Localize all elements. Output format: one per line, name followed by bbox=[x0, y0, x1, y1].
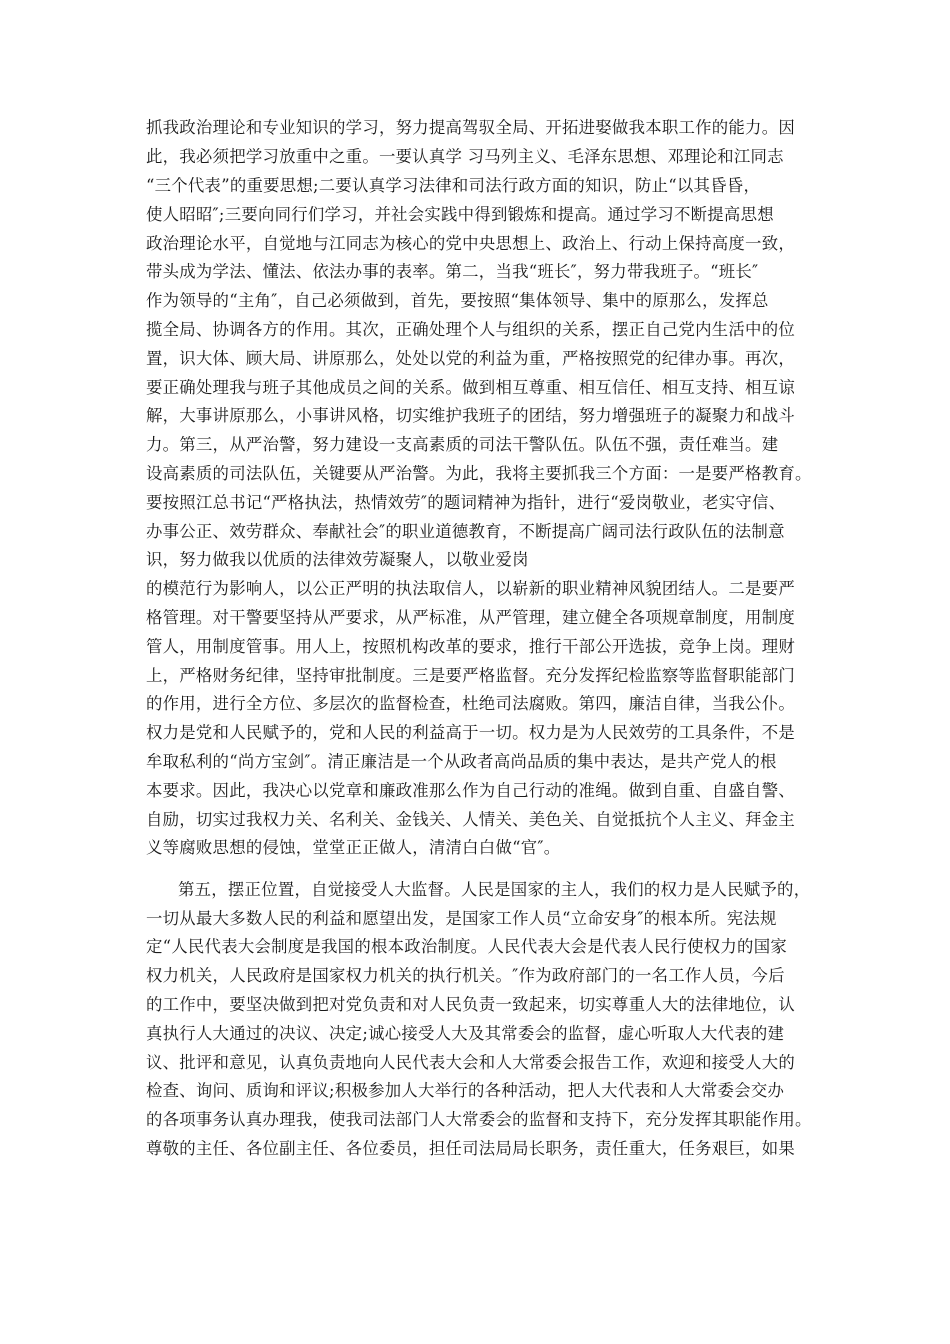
text-line: 要按照江总书记“严格执法，热情效劳″的题词精神为指针，进行“爱岗敬业，老实守信、 bbox=[146, 493, 786, 512]
text-line: 办事公正、效劳群众、奉献社会″的职业道德教育，不断提高广阔司法行政队伍的法制意 bbox=[146, 522, 785, 541]
text-line: 力。第三，从严治警，努力建设一支高素质的司法干警队伍。队伍不强，责任难当。建 bbox=[146, 435, 779, 454]
text-line: 真执行人大通过的决议、决定;诚心接受人大及其常委会的监督，虚心听取人大代表的建 bbox=[146, 1024, 785, 1043]
text-line: 格管理。对干警要坚持从严要求，从严标准，从严管理，建立健全各项规章制度，用制度 bbox=[146, 608, 795, 627]
text-line: 此，我必须把学习放重中之重。一要认真学 习马列主义、毛泽东思想、邓理论和江同志 bbox=[146, 147, 784, 166]
text-line: 本要求。因此，我决心以党章和廉政准那么作为自己行动的准绳。做到自重、自盛自警、 bbox=[146, 781, 795, 800]
text-line: 尊敬的主任、各位副主任、各位委员，担任司法局局长职务，责任重大，任务艰巨，如果 bbox=[146, 1139, 795, 1158]
text-line: 的模范行为影响人，以公正严明的执法取信人，以崭新的职业精神风貌团结人。二是要严 bbox=[146, 579, 795, 598]
text-line: 检查、询问、质询和评议;积极参加人大举行的各种活动，把人大代表和人大常委会交办 bbox=[146, 1081, 785, 1100]
text-line: 上，严格财务纪律，坚持审批制度。三是要严格监督。充分发挥纪检监察等监督职能部门 bbox=[146, 666, 795, 685]
text-line: “三个代表”的重要思想;二要认真学习法律和司法行政方面的知识，防止“以其昏昏， bbox=[146, 176, 761, 195]
text-line: 一切从最大多数人民的利益和愿望出发，是国家工作人员“立命安身″的根本所。宪法规 bbox=[146, 909, 777, 928]
text-line: 议、批评和意见，认真负责地向人民代表大会和人大常委会报告工作，欢迎和接受人大的 bbox=[146, 1053, 795, 1072]
text-line: 的作用，进行全方位、多层次的监督检查，杜绝司法腐败。第四，廉洁自律，当我公仆。 bbox=[146, 694, 795, 713]
text-line: 权力机关，人民政府是国家权力机关的执行机关。″作为政府部门的一名工作人员，今后 bbox=[146, 966, 785, 985]
text-line: 解，大事讲原那么，小事讲风格，切实维护我班子的团结，努力增强班子的凝聚力和战斗 bbox=[146, 406, 795, 425]
text-line: 的各项事务认真办理我，使我司法部门人大常委会的监督和支持下，充分发挥其职能作用。 bbox=[146, 1110, 812, 1129]
text-line: 抓我政治理论和专业知识的学习，努力提高驾驭全局、开拓进娶做我本职工作的能力。因 bbox=[146, 118, 795, 137]
text-line: 牟取私利的“尚方宝剑″。清正廉洁是一个从政者高尚品质的集中表达，是共产党人的根 bbox=[146, 752, 777, 771]
text-line: 权力是党和人民赋予的，党和人民的利益高于一切。权力是为人民效劳的工具条件，不是 bbox=[146, 723, 795, 742]
paragraph-first-line: 第五，摆正位置，自觉接受人大监督。人民是国家的主人，我们的权力是人民赋予的， bbox=[178, 880, 811, 899]
text-line: 使人昭昭″;三要向同行们学习，并社会实践中得到锻炼和提高。通过学习不断提高思想 bbox=[146, 205, 774, 224]
text-line: 识，努力做我以优质的法律效劳凝聚人，以敬业爱岗 bbox=[146, 550, 529, 569]
text-line: 义等腐败思想的侵蚀，堂堂正正做人，清清白白做“官″。 bbox=[146, 838, 561, 857]
text-line: 管人，用制度管事。用人上，按照机构改革的要求，推行干部公开选拔，竞争上岗。理财 bbox=[146, 637, 795, 656]
text-line: 要正确处理我与班子其他成员之间的关系。做到相互尊重、相互信任、相互支持、相互谅 bbox=[146, 378, 795, 397]
text-line: 置，识大体、顾大局、讲原那么，处处以党的利益为重，严格按照党的纪律办事。再次， bbox=[146, 349, 795, 368]
text-line: 揽全局、协调各方的作用。其次，正确处理个人与组织的关系，摆正自己党内生活中的位 bbox=[146, 320, 795, 339]
text-line: 作为领导的“主角″，自己必须做到，首先，要按照“集体领导、集中的原那么，发挥总 bbox=[146, 291, 769, 310]
text-line: 政治理论水平，自觉地与江同志为核心的党中央思想上、政治上、行动上保持高度一致， bbox=[146, 234, 795, 253]
text-line: 自励，切实过我权力关、名利关、金钱关、人情关、美色关、自觉抵抗个人主义、拜金主 bbox=[146, 810, 795, 829]
text-line: 的工作中，要坚决做到把对党负责和对人民负责一致起来，切实尊重人大的法律地位，认 bbox=[146, 995, 795, 1014]
text-line: 带头成为学法、懂法、依法办事的表率。第二，当我“班长″，努力带我班子。“班长″ bbox=[146, 262, 759, 281]
text-line: 设高素质的司法队伍，关键要从严治警。为此，我将主要抓我三个方面：一是要严格教育。 bbox=[146, 464, 812, 483]
text-line: 定“人民代表大会制度是我国的根本政治制度。人民代表大会是代表人民行使权力的国家 bbox=[146, 937, 787, 956]
